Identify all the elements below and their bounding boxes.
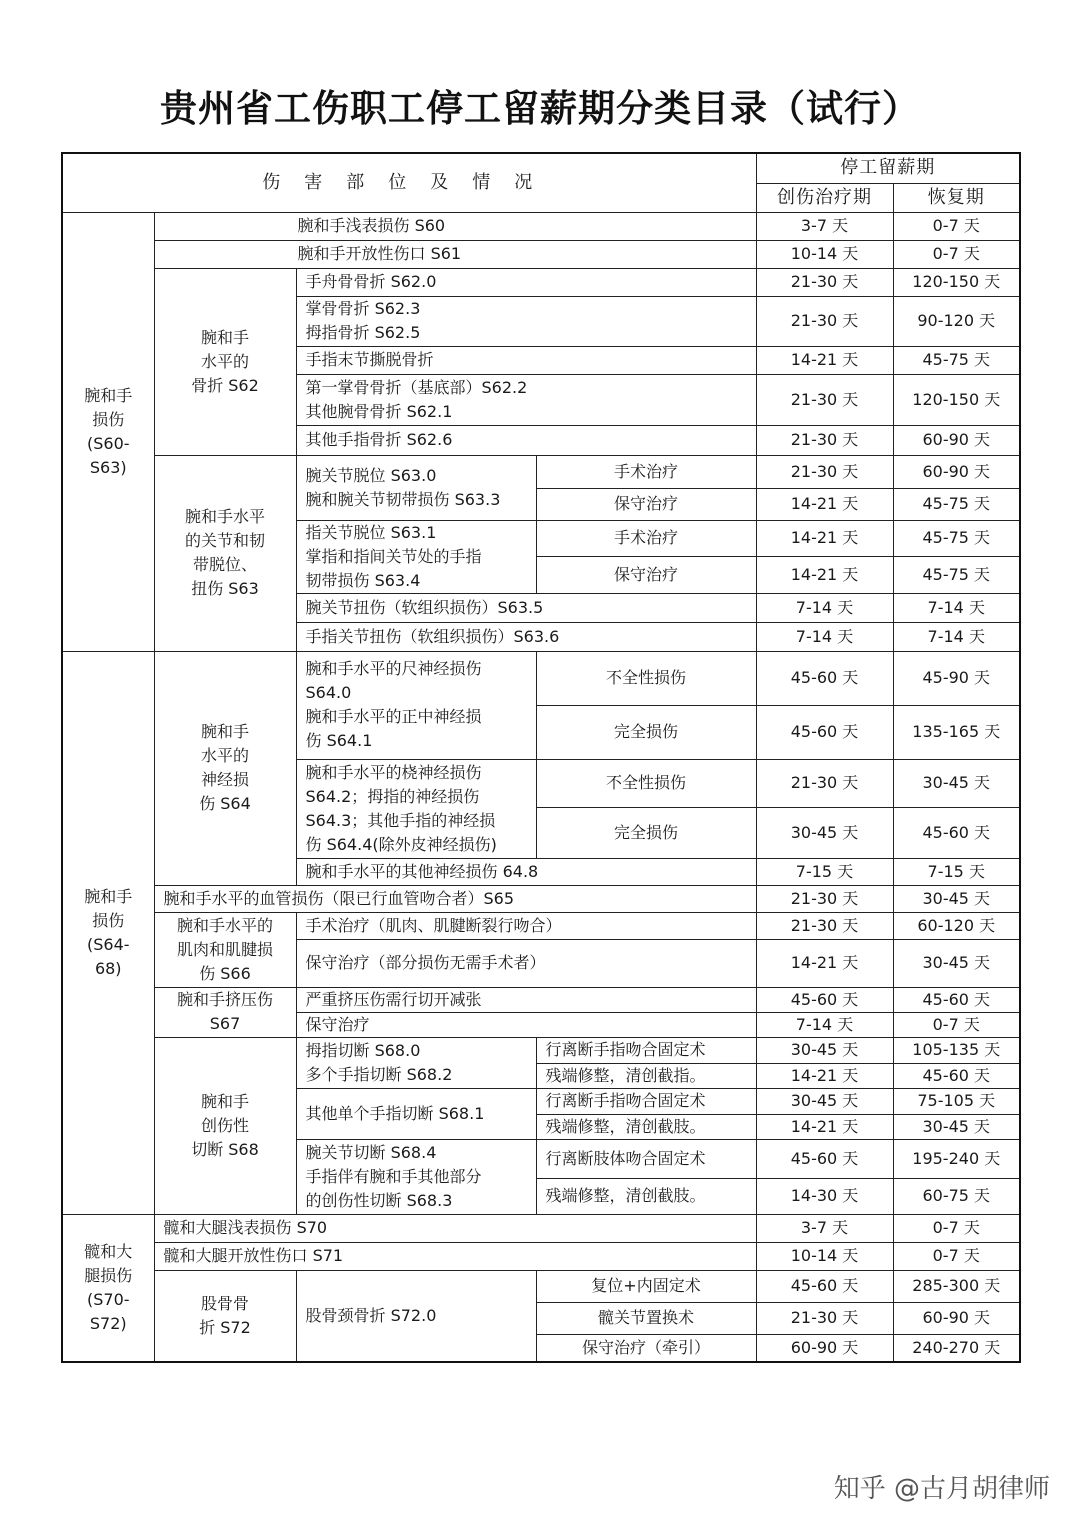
subgroup-s63: 腕和手水平 的关节和韧 带脱位、 扭伤 S63 <box>154 455 296 651</box>
row-name: 掌骨骨折 S62.3 拇指骨折 S62.5 <box>296 296 756 346</box>
treatment-period: 21-30 天 <box>756 425 893 455</box>
treatment-period: 14-21 天 <box>756 346 893 374</box>
recovery-period: 90-120 天 <box>893 296 1020 346</box>
row-name: 其他单个手指切断 S68.1 <box>296 1088 536 1139</box>
recovery-period: 0-7 天 <box>893 240 1020 268</box>
treatment-period: 45-60 天 <box>756 1270 893 1302</box>
row-name: 手指末节撕脱骨折 <box>296 346 756 374</box>
treatment-method: 手术治疗 <box>536 520 756 556</box>
recovery-period: 30-45 天 <box>893 885 1020 912</box>
treatment-period: 45-60 天 <box>756 651 893 705</box>
treatment-method: 不全性损伤 <box>536 759 756 807</box>
treatment-method: 髋关节置换术 <box>536 1302 756 1334</box>
recovery-period: 0-7 天 <box>893 212 1020 240</box>
treatment-period: 7-14 天 <box>756 622 893 651</box>
treatment-method: 手术治疗 <box>536 455 756 488</box>
recovery-period: 45-90 天 <box>893 651 1020 705</box>
row-name: 保守治疗 <box>296 1012 756 1037</box>
treatment-period: 21-30 天 <box>756 374 893 425</box>
row-name: 腕关节扭伤（软组织损伤）S63.5 <box>296 593 756 622</box>
row-name: 腕和手水平的尺神经损伤 S64.0 腕和手水平的正中神经损 伤 S64.1 <box>296 651 536 759</box>
recovery-period: 45-75 天 <box>893 520 1020 556</box>
subgroup-s68: 腕和手 创伤性 切断 S68 <box>154 1037 296 1214</box>
treatment-period: 21-30 天 <box>756 885 893 912</box>
classification-table <box>61 152 1021 1363</box>
recovery-period: 30-45 天 <box>893 939 1020 987</box>
treatment-period: 10-14 天 <box>756 240 893 268</box>
treatment-method: 完全损伤 <box>536 807 756 858</box>
treatment-method: 行离断肢体吻合固定术 <box>536 1139 756 1178</box>
row-name: 腕和手水平的血管损伤（限已行血管吻合者）S65 <box>154 885 756 912</box>
recovery-period: 45-60 天 <box>893 987 1020 1012</box>
watermark: 知乎 @古月胡律师 <box>833 1474 1050 1504</box>
recovery-period: 60-90 天 <box>893 455 1020 488</box>
row-name: 股骨颈骨折 S72.0 <box>296 1270 536 1362</box>
recovery-period: 60-90 天 <box>893 1302 1020 1334</box>
recovery-period: 0-7 天 <box>893 1214 1020 1242</box>
header-period: 停工留薪期 <box>756 153 1020 183</box>
recovery-period: 45-75 天 <box>893 346 1020 374</box>
treatment-period: 14-21 天 <box>756 1063 893 1088</box>
treatment-period: 14-30 天 <box>756 1178 893 1214</box>
row-name: 腕关节脱位 S63.0 腕和腕关节韧带损伤 S63.3 <box>296 455 536 520</box>
row-name: 腕和手开放性伤口 S61 <box>154 240 756 268</box>
treatment-period: 30-45 天 <box>756 1088 893 1114</box>
group-hip-thigh-s70-s72: 髋和大 腿损伤 (S70- S72) <box>62 1214 154 1362</box>
treatment-period: 21-30 天 <box>756 1302 893 1334</box>
recovery-period: 60-90 天 <box>893 425 1020 455</box>
treatment-period: 3-7 天 <box>756 212 893 240</box>
recovery-period: 240-270 天 <box>893 1334 1020 1362</box>
treatment-period: 60-90 天 <box>756 1334 893 1362</box>
recovery-period: 7-14 天 <box>893 593 1020 622</box>
recovery-period: 135-165 天 <box>893 705 1020 759</box>
row-name: 髋和大腿开放性伤口 S71 <box>154 1242 756 1270</box>
row-name: 保守治疗（部分损伤无需手术者） <box>296 939 756 987</box>
treatment-method: 不全性损伤 <box>536 651 756 705</box>
row-name: 腕和手浅表损伤 S60 <box>154 212 756 240</box>
recovery-period: 285-300 天 <box>893 1270 1020 1302</box>
treatment-method: 残端修整，清创截肢。 <box>536 1114 756 1139</box>
treatment-period: 30-45 天 <box>756 807 893 858</box>
recovery-period: 7-15 天 <box>893 858 1020 885</box>
page-title: 贵州省工伤职工停工留薪期分类目录（试行） <box>160 87 920 130</box>
treatment-period: 45-60 天 <box>756 705 893 759</box>
recovery-period: 30-45 天 <box>893 1114 1020 1139</box>
treatment-method: 残端修整，清创截指。 <box>536 1063 756 1088</box>
treatment-period: 14-21 天 <box>756 1114 893 1139</box>
treatment-period: 7-14 天 <box>756 1012 893 1037</box>
recovery-period: 75-105 天 <box>893 1088 1020 1114</box>
treatment-period: 14-21 天 <box>756 556 893 593</box>
recovery-period: 120-150 天 <box>893 268 1020 296</box>
row-name: 腕关节切断 S68.4 手指伴有腕和手其他部分 的创伤性切断 S68.3 <box>296 1139 536 1214</box>
treatment-period: 14-21 天 <box>756 939 893 987</box>
recovery-period: 45-75 天 <box>893 488 1020 520</box>
header-recovery: 恢复期 <box>893 183 1020 212</box>
treatment-method: 行离断手指吻合固定术 <box>536 1037 756 1063</box>
treatment-period: 3-7 天 <box>756 1214 893 1242</box>
treatment-period: 14-21 天 <box>756 520 893 556</box>
recovery-period: 105-135 天 <box>893 1037 1020 1063</box>
treatment-period: 21-30 天 <box>756 455 893 488</box>
recovery-period: 120-150 天 <box>893 374 1020 425</box>
row-name: 腕和手水平的桡神经损伤 S64.2；拇指的神经损伤 S64.3；其他手指的神经损 伤 S64.4(除外皮神经损伤) <box>296 759 536 858</box>
treatment-period: 10-14 天 <box>756 1242 893 1270</box>
row-name: 手术治疗（肌肉、肌腱断裂行吻合） <box>296 912 756 939</box>
row-name: 严重挤压伤需行切开减张 <box>296 987 756 1012</box>
treatment-period: 7-14 天 <box>756 593 893 622</box>
treatment-period: 45-60 天 <box>756 987 893 1012</box>
treatment-period: 21-30 天 <box>756 912 893 939</box>
treatment-period: 21-30 天 <box>756 759 893 807</box>
treatment-method: 残端修整，清创截肢。 <box>536 1178 756 1214</box>
row-name: 拇指切断 S68.0 多个手指切断 S68.2 <box>296 1037 536 1088</box>
treatment-method: 保守治疗（牵引） <box>536 1334 756 1362</box>
subgroup-s72: 股骨骨 折 S72 <box>154 1270 296 1362</box>
treatment-period: 21-30 天 <box>756 268 893 296</box>
row-name: 手指关节扭伤（软组织损伤）S63.6 <box>296 622 756 651</box>
treatment-period: 21-30 天 <box>756 296 893 346</box>
treatment-method: 复位+内固定术 <box>536 1270 756 1302</box>
row-name: 其他手指骨折 S62.6 <box>296 425 756 455</box>
row-name: 髋和大腿浅表损伤 S70 <box>154 1214 756 1242</box>
row-name: 手舟骨骨折 S62.0 <box>296 268 756 296</box>
subgroup-s64: 腕和手 水平的 神经损 伤 S64 <box>154 651 296 885</box>
treatment-period: 14-21 天 <box>756 488 893 520</box>
treatment-method: 完全损伤 <box>536 705 756 759</box>
subgroup-s62: 腕和手 水平的 骨折 S62 <box>154 268 296 455</box>
header-injury: 伤害部位及情况 <box>62 153 756 212</box>
treatment-period: 7-15 天 <box>756 858 893 885</box>
treatment-method: 保守治疗 <box>536 556 756 593</box>
subgroup-s67: 腕和手挤压伤 S67 <box>154 987 296 1037</box>
recovery-period: 45-60 天 <box>893 1063 1020 1088</box>
row-name: 指关节脱位 S63.1 掌指和指间关节处的手指 韧带损伤 S63.4 <box>296 520 536 593</box>
header-treatment: 创伤治疗期 <box>756 183 893 212</box>
recovery-period: 60-120 天 <box>893 912 1020 939</box>
treatment-method: 保守治疗 <box>536 488 756 520</box>
recovery-period: 45-60 天 <box>893 807 1020 858</box>
treatment-method: 行离断手指吻合固定术 <box>536 1088 756 1114</box>
row-name: 第一掌骨骨折（基底部）S62.2 其他腕骨骨折 S62.1 <box>296 374 756 425</box>
recovery-period: 195-240 天 <box>893 1139 1020 1178</box>
recovery-period: 30-45 天 <box>893 759 1020 807</box>
treatment-period: 30-45 天 <box>756 1037 893 1063</box>
treatment-period: 45-60 天 <box>756 1139 893 1178</box>
group-wrist-hand-s60-s63: 腕和手 损伤 (S60- S63) <box>62 212 154 651</box>
recovery-period: 0-7 天 <box>893 1012 1020 1037</box>
subgroup-s66: 腕和手水平的 肌肉和肌腱损 伤 S66 <box>154 912 296 987</box>
recovery-period: 0-7 天 <box>893 1242 1020 1270</box>
recovery-period: 60-75 天 <box>893 1178 1020 1214</box>
recovery-period: 7-14 天 <box>893 622 1020 651</box>
recovery-period: 45-75 天 <box>893 556 1020 593</box>
group-wrist-hand-s64-68: 腕和手 损伤 (S64- 68) <box>62 651 154 1214</box>
row-name: 腕和手水平的其他神经损伤 64.8 <box>296 858 756 885</box>
